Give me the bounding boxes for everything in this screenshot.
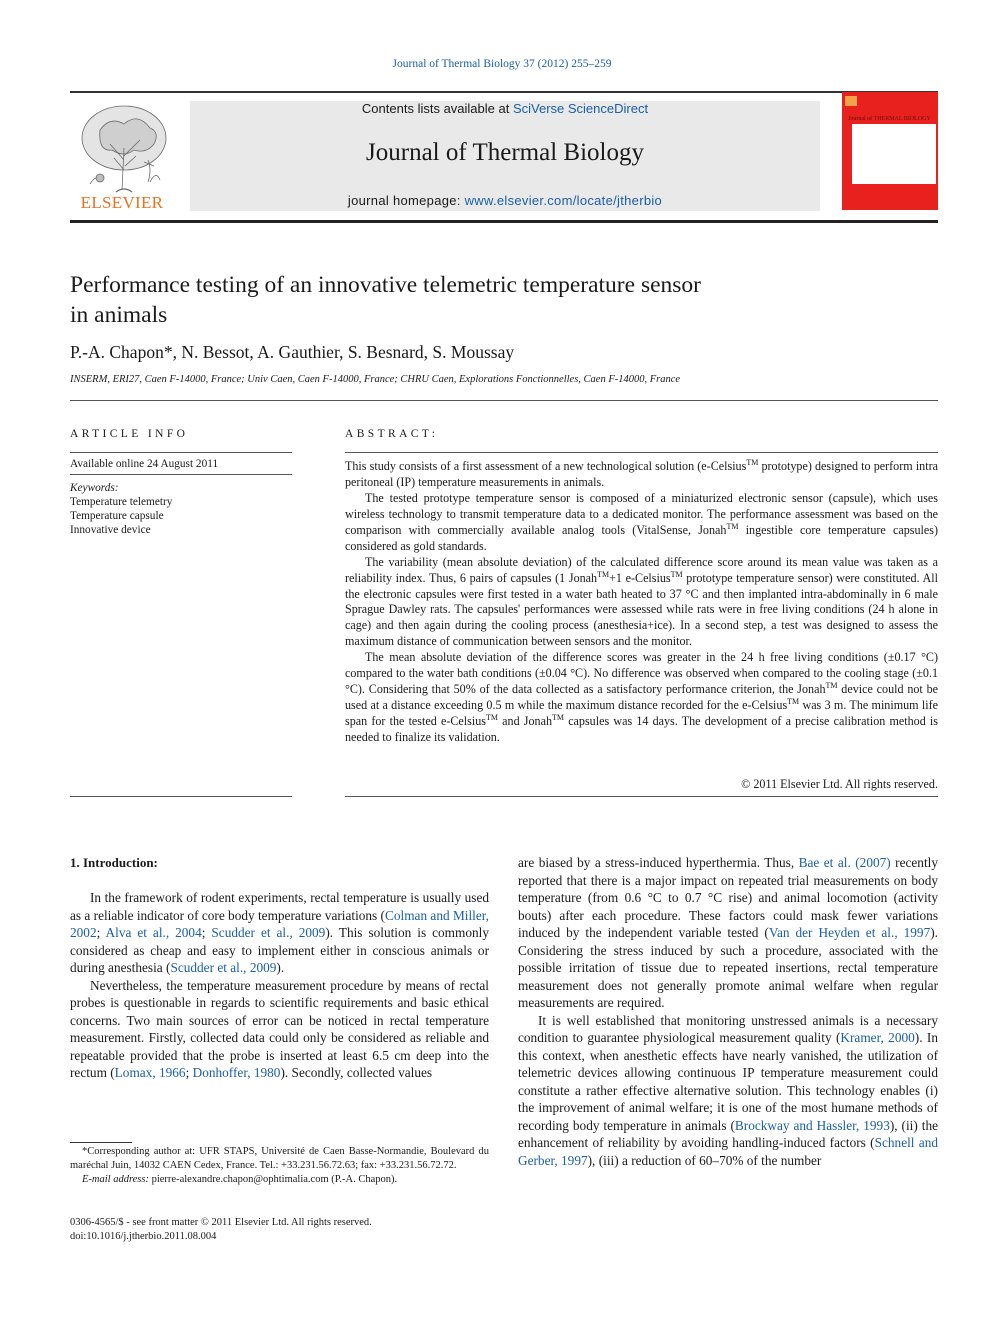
keywords-label: Keywords:	[70, 482, 119, 494]
body-column-left	[70, 889, 489, 1082]
citation-link[interactable]: Brockway and Hassler, 1993	[734, 1117, 890, 1133]
divider	[70, 474, 292, 475]
cover-title: Journal of THERMAL BIOLOGY	[848, 116, 931, 122]
divider	[70, 452, 292, 453]
abstract-paragraph: The mean absolute deviation of the difference scores was greater in the 24 h free living conditions (±0.17 °C) compared to the water bath conditions (±0.04 °C). No difference was observed when compared to the cooling stage (±0.1 °C). Considering that 50% of the data collected as a satisfactory performance criterion, the Jonah™ device could not be used at a distance exceeding 0.5 m while the maximum distance recorded for the e-Celsius™ was 3 m. The minimum life span for the tested e-Celsius™ and Jonah™ capsules was 14 days. The development of a precise calibration method is needed to finalize its validation.	[345, 650, 938, 744]
divider	[70, 220, 938, 223]
divider	[70, 400, 938, 401]
citation-link[interactable]: Scudder et al., 2009	[170, 960, 277, 975]
abstract-paragraph: This study consists of a first assessment of a new technological solution (e-Celsius™ prototype) designed to perform intra peritoneal (IP) temperature measurements in animals.	[345, 457, 938, 489]
homepage-link[interactable]: www.elsevier.com/locate/jtherbio	[464, 193, 663, 208]
footnote-divider	[70, 1142, 132, 1143]
available-online-date: Available online 24 August 2011	[70, 458, 219, 470]
section-heading: 1. Introduction:	[70, 855, 158, 870]
keyword: Innovative device	[70, 524, 151, 536]
article-title	[70, 270, 870, 330]
footnote	[70, 1145, 489, 1187]
article-title-line-1: Performance testing of an innovative telemetric temperature sensor	[70, 272, 701, 298]
citation-link[interactable]: Schnell and Gerber, 1997	[518, 1135, 938, 1168]
citation-link[interactable]: Scudder et al., 2009	[211, 925, 326, 940]
citation-link[interactable]: Van der Heyden et al., 1997	[768, 925, 931, 940]
citation-link[interactable]: Kramer, 2000	[840, 1030, 915, 1045]
citation-link[interactable]: Colman and Miller, 2002	[70, 907, 489, 940]
divider	[70, 796, 292, 797]
abstract-body	[345, 459, 938, 746]
affiliation: INSERM, ERI27, Caen F-14000, France; Univ Caen, Caen F-14000, France; CHRU Caen, Explorations Fonctionnelles, Caen F-14000, France	[70, 374, 681, 385]
issn-doi	[70, 1216, 372, 1244]
cover-panel	[852, 124, 936, 184]
homepage-prefix: journal homepage:	[347, 193, 465, 208]
article-info-heading: ARTICLE INFO	[70, 428, 189, 440]
email-note: E-mail address: pierre-alexandre.chapon@ophtimalia.com (P.-A. Chapon).	[82, 1174, 398, 1185]
contents-line	[190, 101, 820, 116]
keyword: Temperature telemetry	[70, 496, 173, 508]
cover-logo-icon	[845, 96, 857, 106]
abstract-paragraph: The tested prototype temperature sensor is composed of a miniaturized electronic sensor (capsule), which uses wireless technology to transmit temperature data to a dedicated monitor. The performance assessment was based on the comparison with commercially available analog tools (VitalSense, Jonah™ ingestible core temperature capsules) considered as gold standards.	[345, 490, 938, 553]
copyright: © 2011 Elsevier Ltd. All rights reserved.	[741, 777, 938, 791]
body-paragraph: In the framework of rodent experiments, rectal temperature is usually used as a reliable indicator of core body temperature variations (Colman and Miller, 2002; Alva et al., 2004; Scudder et al., 2009). This solution is commonly considered as cheap and easy to implement either in conscious animals or during anesthesia (Scudder et al., 2009).	[70, 890, 489, 975]
abstract-paragraph: The variability (mean absolute deviation) of the calculated difference score around its mean value was taken as a reliability index. Thus, 6 pairs of capsules (1 Jonah™+1 e-Celsius™ prototype temperature sensor) were constituted. All the electronic capsules were first tested in a water bath heated to 37 °C and then implanted intra-abdominally in 6 male Sprague Dawley rats. The capsules' performances were assessed while rats were in free living conditions (24 h alone in cage) and then again during the cooling process (anesthesia+ice). In a second step, a test was designed to assess the maximum distance of communication between sensors and the monitor.	[345, 554, 938, 649]
body-paragraph: Nevertheless, the temperature measurement procedure by means of rectal probes is questionable in regards to scientific requirements and basic ethical concerns. Two main sources of error can be noticed in rectal temperature measurement. Firstly, collected data could only be considered as reliable and repeatable provided that the probe is inserted at least 6.5 cm deep into the rectum (Lomax, 1966; Donhoffer, 1980). Secondly, collected values	[70, 977, 489, 1080]
doi-line[interactable]: doi:10.1016/j.jtherbio.2011.08.004	[70, 1231, 217, 1242]
citation-link[interactable]: Alva et al., 2004	[105, 925, 202, 940]
citation-link[interactable]: Lomax, 1966	[114, 1065, 186, 1080]
issn-line: 0306-4565/$ - see front matter © 2011 Elsevier Ltd. All rights reserved.	[70, 1217, 372, 1228]
divider	[70, 91, 938, 93]
divider	[345, 796, 938, 797]
body-paragraph: It is well established that monitoring unstressed animals is a necessary condition to guarantee physiological measurement quality (Kramer, 2000). In this context, when anesthetic effects have nearly vanished, the utilization of telemetric devices allowing continuous IP temperature measurement could constitute a rather effective alternative solution. This technology enables (i) the improvement of animal welfare; it is one of the most humane methods of recording body temperature in animals (Brockway and Hassler, 1993), (ii) the enhancement of reliability by avoiding handling-induced factors (Schnell and Gerber, 1997), (iii) a reduction of 60–70% of the number	[518, 1012, 938, 1168]
elsevier-wordmark: ELSEVIER	[80, 193, 164, 212]
citation-link[interactable]: Donhoffer, 1980	[192, 1065, 281, 1080]
corresponding-author-note: *Corresponding author at: UFR STAPS, Université de Caen Basse-Normandie, Boulevard du maréchal Juin, 14032 CAEN Cedex, France. Tel.: +33.231.56.72.63; fax: +33.231.56.72.72.	[70, 1146, 489, 1171]
contents-prefix: Contents lists available at	[361, 101, 513, 116]
body-column-right	[518, 854, 938, 1169]
keyword: Temperature capsule	[70, 510, 164, 522]
article-title-line-2: in animals	[70, 302, 168, 328]
journal-title: Journal of Thermal Biology	[366, 139, 644, 166]
journal-citation[interactable]: Journal of Thermal Biology 37 (2012) 255–259	[392, 58, 612, 70]
abstract-heading: ABSTRACT:	[345, 428, 439, 440]
divider	[345, 452, 938, 453]
sciencedirect-link[interactable]: SciVerse ScienceDirect	[512, 101, 649, 116]
body-paragraph: are biased by a stress-induced hyperthermia. Thus, Bae et al. (2007) recently reported that there is a major impact on repeated trial measurements on body temperature (from 0.6 °C to 0.7 °C rise) and animal locomotion (activity bouts) after each procedure. These factors could mask fewer variations induced by the independent variable tested (Van der Heyden et al., 1997). Considering the stress induced by such a procedure, associated with the possible irritation of tissue due to repeated insertions, rectal temperature measurement does not generally promote animal welfare when regular measurements are required.	[518, 855, 938, 1010]
author-list: P.-A. Chapon*, N. Bessot, A. Gauthier, S. Besnard, S. Moussay	[70, 342, 515, 362]
citation-link[interactable]: Bae et al. (2007)	[798, 855, 891, 870]
homepage-line	[190, 193, 820, 208]
